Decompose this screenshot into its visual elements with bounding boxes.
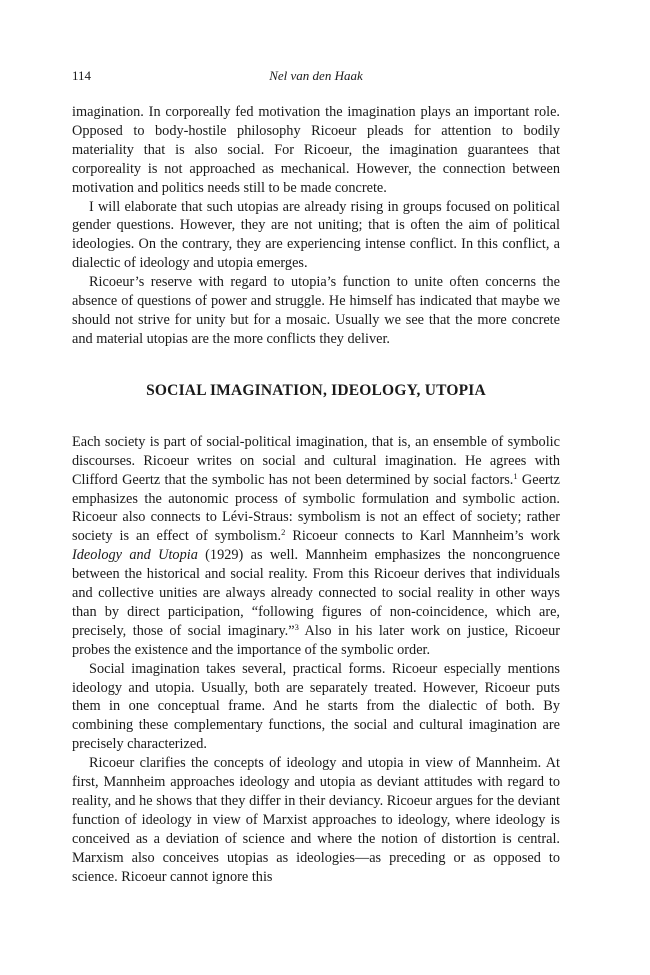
paragraph: Social imagination takes several, practical forms. Ricoeur especially mentions ideology and utopia. Usually, both are separately treated. However, Ricoeur puts them in one conceptual frame. And he starts from the dialectic of both. By combining these complementary functions, the social and cultural imagination are precisely characterized.: [72, 660, 560, 753]
running-head: [72, 68, 560, 88]
footnote-marker[interactable]: 1: [513, 470, 518, 481]
paragraph: I will elaborate that such utopias are already rising in groups focused on political gender questions. However, they are not uniting; that is often the aim of political ideologies. On the contrary, they are experiencing intense conflict. In this conflict, a dialectic of ideology and utopia emerges.: [72, 198, 560, 272]
body-text: [72, 103, 560, 887]
text-run: (1929) as well. Mannheim emphasizes the noncongruence between the historical and social reality. From this Ricoeur derives that individuals and collective unities are always already connected to social reality in other ways than by direct participation, “following figures of non-coincidence, which are, precisely, those of social imaginary.”: [72, 547, 561, 639]
text-run: Ricoeur connects to Karl Mannheim’s work: [285, 528, 560, 545]
paragraph: [72, 433, 560, 660]
footnote-marker[interactable]: 2: [281, 527, 286, 538]
paragraph: imagination. In corporeally fed motivation the imagination plays an important role. Opposed to body-hostile philosophy Ricoeur pleads for attention to bodily materiality that is also social. For Ricoeur, the imagination guarantees that corporeality is not approached as mechanical. However, the connection between motivation and politics needs still to be made concrete.: [72, 104, 560, 196]
text-run: Each society is part of social-political imagination, that is, an ensemble of symbolic discourses. Ricoeur writes on social and cultural imagination. He agrees with Clifford Geertz that the symbolic has not been determined by social factors.: [72, 433, 560, 488]
text-run: Geertz emphasizes the autonomic process of symbolic formulation and symbolic action. Ricoeur also connects to Lévi-Straus: symbolism is not an effect of society; rather society is an effect of symbolism.: [72, 471, 560, 545]
paragraph: Ricoeur’s reserve with regard to utopia’s function to unite often concerns the absence of questions of power and struggle. He himself has indicated that maybe we should not strive for unity but for a mosaic. Usually we see that the more concrete and material utopias are the more conflicts they deliver.: [72, 274, 560, 347]
book-title: Ideology and Utopia: [72, 547, 198, 564]
paragraph: Ricoeur clarifies the concepts of ideology and utopia in view of Mannheim. At first, Mannheim approaches ideology and utopia as deviant attitudes with regard to reality, and he shows that they differ in their deviancy. Ricoeur argues for the deviant function of ideology in view of Marxist approaches to ideology, where ideology is conceived as a deviation of science and where the notion of distortion is central. Marxism also conceives utopias as ideologies—as preceding or as opposed to science. Ricoeur cannot ignore this: [72, 755, 560, 885]
text-run: Also in his later work on justice, Ricoeur probes the existence and the importance of the symbolic order.: [72, 622, 560, 658]
page-number: 114: [72, 68, 92, 83]
running-title: Nel van den Haak: [269, 68, 363, 83]
section-heading: SOCIAL IMAGINATION, IDEOLOGY, UTOPIA: [146, 381, 486, 399]
footnote-marker[interactable]: 3: [294, 621, 299, 632]
